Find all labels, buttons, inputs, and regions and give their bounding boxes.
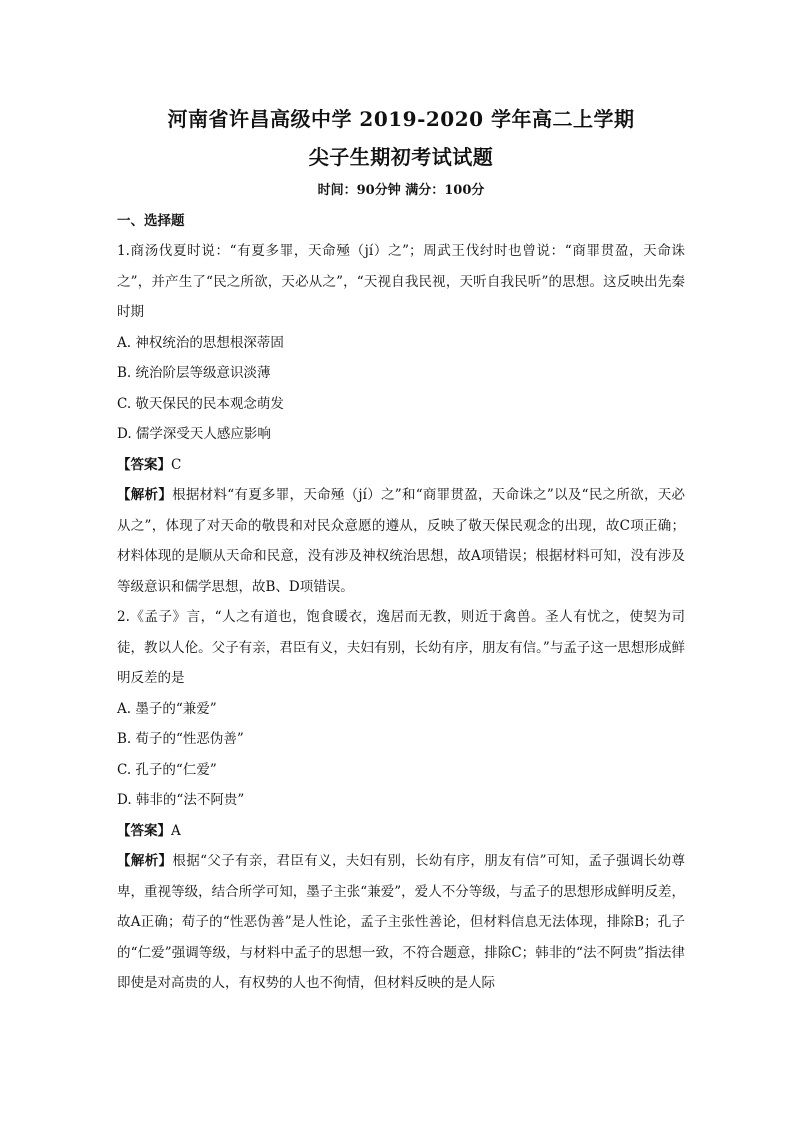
answer-value: A <box>171 822 181 839</box>
option-b: B. 荀子的“性恶伪善” <box>117 731 244 747</box>
question-2 <box>117 602 685 999</box>
question-1 <box>117 236 685 602</box>
option-d: D. 韩非的“法不阿贵” <box>117 792 245 808</box>
section-title: 一、选择题 <box>117 213 185 229</box>
option-a: A. 墨子的“兼爱” <box>117 700 217 717</box>
answer-value: C <box>171 456 182 473</box>
answer-label: 【答案】 <box>117 456 171 473</box>
analysis-text: 根据“父子有亲，君臣有义，夫妇有别，长幼有序，朋友有信”可知，孟子强调长幼尊卑，重视等级，结合所学可知，墨子主张“兼爱”，爱人不分等级，与孟子的思想形成鲜明反差，故A正确；荀子的“性恶伪善”是人性论，孟子主张性善论，但材料信息无法体现，排除B；孔子的“仁爱”强调等级，与材料中孟子的思想一致，不符合题意，排除C；韩非的“法不阿贵”指法律即使是对高贵的人，有权势的人也不徇情，但材料反映的是人际 <box>117 853 685 991</box>
analysis-text: 根据材料“有夏多罪，天命殛（jí）之”和“商罪贯盈，天命诛之”以及“民之所欲，天必从之”，体现了对天命的敬畏和对民众意愿的遵从，反映了敬天保民观念的出现，故C项正确；材料体现的是顺从天命和民意，没有涉及神权统治思想，故A项错误；根据材料可知，没有涉及等级意识和儒学思想，故B、D项错误。 <box>117 487 686 595</box>
option-c: C. 敬天保民的民本观念萌发 <box>117 395 284 412</box>
option-d: D. 儒学深受天人感应影响 <box>117 426 271 442</box>
question-stem: 1.商汤伐夏时说：“有夏多罪，天命殛（jí）之”；周武王伐纣时也曾说：“商罪贯盈，天命诛之”，并产生了“民之所欲，天必从之”，“天视自我民视，天听自我民听”的思想。这反映出先秦时期 <box>117 243 685 320</box>
analysis <box>117 846 685 999</box>
option-a: A. 神权统治的思想根深蒂固 <box>117 334 284 351</box>
answer-label: 【答案】 <box>117 822 171 839</box>
answer-line <box>117 450 685 481</box>
analysis <box>117 480 685 602</box>
page-subtitle: 尖子生期初考试试题 <box>308 145 494 169</box>
analysis-label: 【解析】 <box>117 853 173 869</box>
exam-meta: 时间：90分钟 满分：100分 <box>317 183 485 198</box>
exam-page <box>117 100 685 999</box>
option-b: B. 统治阶层等级意识淡薄 <box>117 365 271 381</box>
page-title: 河南省许昌高级中学 2019-2020 学年高二上学期 <box>167 107 635 131</box>
question-stem: 2.《孟子》言，“人之有道也，饱食暖衣，逸居而无教，则近于禽兽。圣人有忧之，使契为司徒，教以人伦。父子有亲，君臣有义，夫妇有别，长幼有序，朋友有信。”与孟子这一思想形成鲜明反差的是 <box>117 609 685 686</box>
analysis-label: 【解析】 <box>117 487 173 503</box>
answer-line <box>117 816 685 847</box>
option-c: C. 孔子的“仁爱” <box>117 761 217 778</box>
